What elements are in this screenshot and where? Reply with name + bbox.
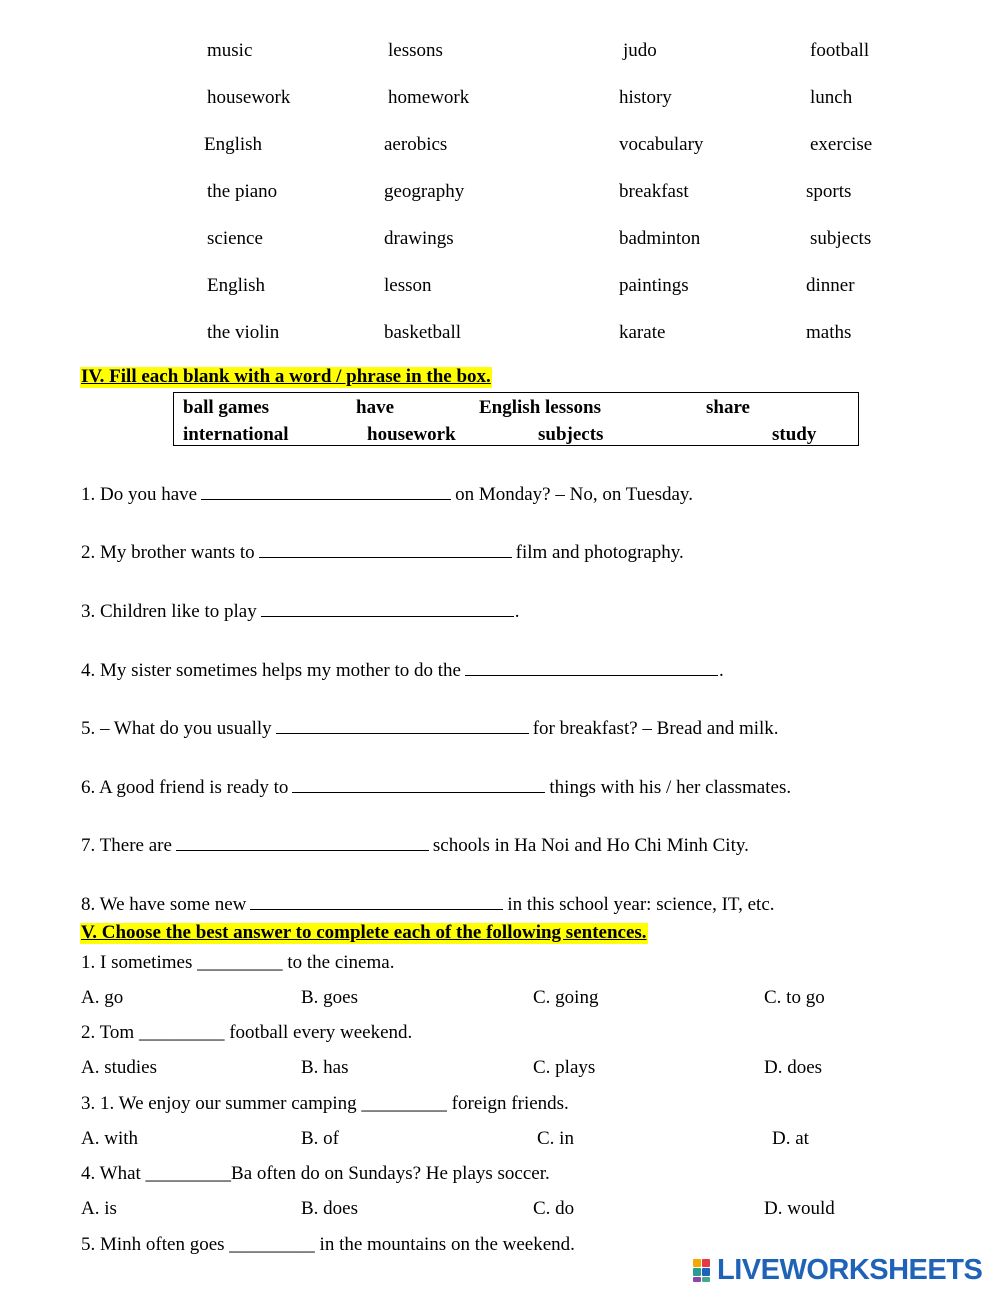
grid-word: homework <box>388 87 470 108</box>
section-4-heading: IV. Fill each blank with a word / phrase in the box. <box>81 366 491 387</box>
fill-item-after: things with his / her classmates. <box>549 777 792 798</box>
grid-word: English <box>207 275 266 296</box>
fill-item <box>81 480 693 504</box>
grid-word: lessons <box>388 40 443 61</box>
grid-word: science <box>207 228 263 249</box>
box-word: ball games <box>183 397 270 418</box>
grid-word: dinner <box>806 275 855 296</box>
logo-text: LIVEWORKSHEETS <box>717 1253 983 1286</box>
grid-word: lunch <box>810 87 853 108</box>
answer-blank[interactable] <box>176 831 429 851</box>
option-c[interactable]: C. plays <box>533 1057 596 1078</box>
box-word: share <box>706 397 750 418</box>
option-a[interactable]: A. is <box>81 1198 117 1219</box>
grid-word: subjects <box>810 228 872 249</box>
fill-item <box>81 831 749 855</box>
grid-word: judo <box>623 40 657 61</box>
fill-item-before: 1. Do you have <box>81 484 198 505</box>
grid-word: aerobics <box>384 134 448 155</box>
fill-item-after: film and photography. <box>515 542 684 563</box>
option-b[interactable]: B. goes <box>301 987 358 1008</box>
grid-word: music <box>207 40 253 61</box>
answer-blank[interactable] <box>201 480 451 500</box>
grid-word: maths <box>806 322 852 343</box>
grid-word: the violin <box>207 322 280 343</box>
answer-blank[interactable] <box>276 714 529 734</box>
grid-word: English <box>204 134 263 155</box>
section-5-heading: V. Choose the best answer to complete each of the following sentences. <box>81 922 647 943</box>
question-text: 4. What _________Ba often do on Sundays? He plays soccer. <box>81 1163 550 1184</box>
fill-item-before: 5. – What do you usually <box>81 718 272 739</box>
box-word: housework <box>367 424 456 445</box>
grid-word: badminton <box>619 228 701 249</box>
grid-word: karate <box>619 322 666 343</box>
grid-word: football <box>810 40 870 61</box>
box-word: subjects <box>538 424 604 445</box>
word-box <box>173 392 859 446</box>
option-b[interactable]: B. has <box>301 1057 349 1078</box>
grid-word: paintings <box>619 275 689 296</box>
fill-item-before: 3. Children like to play <box>81 601 257 622</box>
grid-word: geography <box>384 181 465 202</box>
question-text: 2. Tom _________ football every weekend. <box>81 1022 413 1043</box>
option-c[interactable]: C. going <box>533 987 599 1008</box>
answer-blank[interactable] <box>261 597 514 617</box>
grid-word: sports <box>806 181 852 202</box>
grid-word: history <box>619 87 672 108</box>
fill-item-after: . <box>718 660 724 681</box>
fill-item-after: in this school year: science, IT, etc. <box>507 894 775 915</box>
fill-item <box>81 656 724 680</box>
grid-word: the piano <box>207 181 278 202</box>
option-d[interactable]: D. would <box>764 1198 835 1219</box>
option-d[interactable]: D. at <box>772 1128 809 1149</box>
grid-word: exercise <box>810 134 873 155</box>
liveworksheets-logo[interactable] <box>693 1255 982 1285</box>
option-d[interactable]: D. does <box>764 1057 823 1078</box>
question-text: 5. Minh often goes _________ in the mountains on the weekend. <box>81 1234 575 1255</box>
box-word: English lessons <box>479 397 601 418</box>
answer-blank[interactable] <box>465 656 718 676</box>
option-a[interactable]: A. with <box>81 1128 138 1149</box>
answer-blank[interactable] <box>250 890 503 910</box>
grid-word: breakfast <box>619 181 689 202</box>
fill-item <box>81 773 791 797</box>
option-b[interactable]: B. does <box>301 1198 358 1219</box>
fill-item <box>81 597 519 621</box>
option-d[interactable]: C. to go <box>764 987 825 1008</box>
fill-item-before: 8. We have some new <box>81 894 247 915</box>
grid-word: drawings <box>384 228 454 249</box>
fill-item-before: 2. My brother wants to <box>81 542 255 563</box>
option-c[interactable]: C. in <box>537 1128 574 1149</box>
logo-grid-icon <box>693 1257 715 1283</box>
box-word: study <box>772 424 817 445</box>
answer-blank[interactable] <box>292 773 545 793</box>
fill-item-after: . <box>514 601 520 622</box>
fill-item <box>81 538 684 562</box>
option-a[interactable]: A. go <box>81 987 124 1008</box>
fill-item <box>81 714 779 738</box>
fill-item-before: 7. There are <box>81 835 172 856</box>
grid-word: lesson <box>384 275 432 296</box>
answer-blank[interactable] <box>259 538 512 558</box>
question-text: 3. 1. We enjoy our summer camping _________ foreign friends. <box>81 1093 569 1114</box>
grid-word: housework <box>207 87 291 108</box>
fill-item-after: for breakfast? – Bread and milk. <box>532 718 779 739</box>
box-word: international <box>183 424 289 445</box>
fill-item-before: 4. My sister sometimes helps my mother to do the <box>81 660 461 681</box>
box-word: have <box>356 397 394 418</box>
fill-item-after: schools in Ha Noi and Ho Chi Minh City. <box>432 835 749 856</box>
fill-item <box>81 890 775 914</box>
grid-word: basketball <box>384 322 462 343</box>
option-c[interactable]: C. do <box>533 1198 575 1219</box>
grid-word: vocabulary <box>619 134 704 155</box>
question-text: 1. I sometimes _________ to the cinema. <box>81 952 395 973</box>
option-a[interactable]: A. studies <box>81 1057 157 1078</box>
fill-item-before: 6. A good friend is ready to <box>81 777 289 798</box>
fill-item-after: on Monday? – No, on Tuesday. <box>455 484 693 505</box>
option-b[interactable]: B. of <box>301 1128 339 1149</box>
